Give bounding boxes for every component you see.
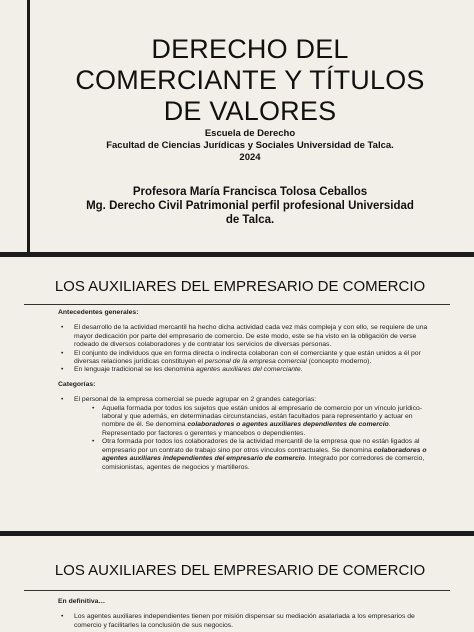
- slide-title: [0, 0, 474, 252]
- list-item: • Otra formada por todos los colaboradores de la actividad mercantil de la empresa que no están ligados al empresario por un contrato de trabajo sino por otros vínculos contractuales. Se denomina colaboradores o agentes auxiliares independientes del empresario de comercio. Integrado por corredores de comercio, comisionistas, agentes de negocios y martilleros.: [102, 438, 434, 472]
- definitiva-heading: En definitiva…: [58, 598, 106, 605]
- course-title: [60, 34, 440, 127]
- categorias-sublist: [74, 405, 434, 472]
- course-title-line: COMERCIANTE Y TÍTULOS: [75, 65, 425, 95]
- professor-block: [40, 185, 460, 227]
- professor-name: Profesora María Francisca Tolosa Ceballos: [132, 186, 368, 198]
- professor-degree: Mg. Derecho Civil Patrimonial perfil profesional Universidad: [86, 200, 414, 212]
- list-item: • En lenguaje tradicional se les denomina agentes auxiliares del comerciante.: [74, 366, 434, 374]
- antecedentes-list: [58, 324, 434, 374]
- school-name: Escuela de Derecho: [204, 128, 296, 139]
- categorias-heading: Categorías:: [58, 380, 96, 388]
- list-item: • El conjunto de individuos que en forma directa o indirecta colaboran con el comerciante y que están unidos a él por diversas relaciones jurídicas constituyen el personal de la empresa comercial (concepto moderno).: [74, 350, 434, 367]
- slide-body: [58, 598, 434, 632]
- course-title-line: DE VALORES: [163, 96, 337, 126]
- definitiva-list: [58, 613, 434, 630]
- title-divider: [24, 590, 450, 591]
- list-item: • Los agentes auxiliares independientes tienen por misión dispensar su mediación asalariada a los empresarios de comercio y facilitarles la conclusión de sus negocios.: [74, 613, 434, 630]
- list-item: • Aquella formada por todos los sujetos que están unidos al empresario de comercio por un vínculo jurídico-laboral y que además, en determinadas circunstancias, están facultados para representarlo y actuar en nombre de él. Se denomina colaboradores o agentes auxiliares dependientes de comercio. Representado por factores o gerentes y mancebos o dependientes.: [102, 405, 434, 439]
- section-title: LOS AUXILIARES DEL EMPRESARIO DE COMERCIO: [54, 278, 426, 295]
- categorias-list: [58, 396, 434, 472]
- accent-bar: [27, 0, 30, 252]
- slide-auxiliares-definitiva: [0, 536, 474, 632]
- institution-block: [70, 128, 430, 164]
- section-title: LOS AUXILIARES DEL EMPRESARIO DE COMERCIO: [54, 562, 426, 579]
- list-item: • El personal de la empresa comercial se puede agrupar en 2 grandes categorías: • Aquella formada por todos los sujetos que están unidos al empresario de comercio por un vínculo jurídico-laboral y que además, en determinadas circunstancias, están facultados para representarlo y actuar en nombre de él. Se denomina colaboradores o agentes auxiliares dependientes de comercio. Representado por factores o gerentes y mancebos o dependientes. • Otra formada por todos los colaboradores de la actividad mercantil de la empresa que no están ligados al empresario por un contrato de trabajo sino por otros vínculos contractuales. Se denomina colaboradores o agentes auxiliares independientes del empresario de comercio. Integrado por corredores de comercio, comisionistas, agentes de negocios y martilleros.: [74, 396, 434, 472]
- course-title-line: DERECHO DEL: [151, 34, 349, 64]
- professor-degree-cont: de Talca.: [225, 214, 275, 226]
- year: 2024: [239, 152, 261, 163]
- faculty-name: Facultad de Ciencias Jurídicas y Sociales Universidad de Talca.: [106, 140, 394, 151]
- title-divider: [24, 304, 450, 305]
- list-item: • El desarrollo de la actividad mercantil ha hecho dicha actividad cada vez más compleja y con ello, se requiere de una mayor dedicación por parte del empresario de comercio. De este modo, este se ha visto en la obligación de verse rodeado de diversos colaboradores y de contratar los servicios de diversas personas.: [74, 324, 434, 349]
- slide-body: [58, 309, 434, 478]
- slide-auxiliares: [0, 257, 474, 531]
- antecedentes-heading: Antecedentes generales:: [58, 309, 139, 316]
